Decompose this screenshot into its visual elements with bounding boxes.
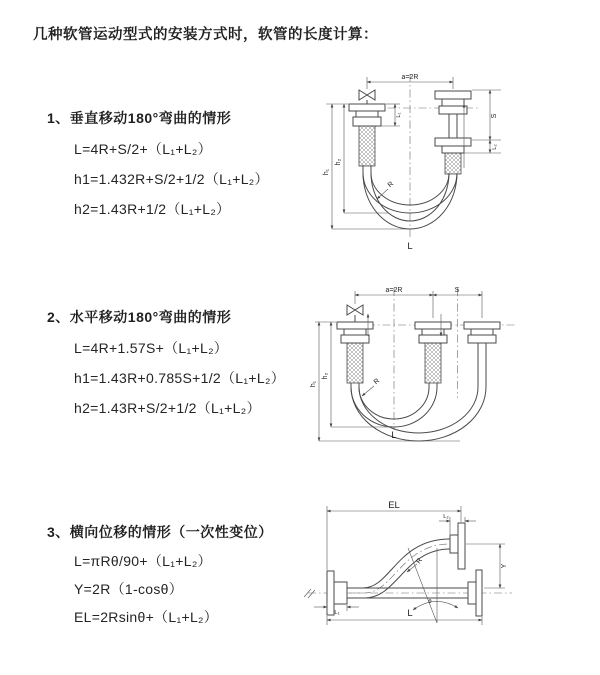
formula-s3-el: EL=2Rsinθ+（L₁+L₂）	[74, 609, 219, 625]
formula-s2-length: L=4R+1.57S+（L₁+L₂）	[74, 340, 229, 356]
dim-label-h1: h₁	[323, 168, 330, 176]
dim-label-h1: h₁	[310, 380, 317, 388]
dim-label-span: a=2R	[385, 287, 403, 294]
dim-label-radius: R	[386, 180, 396, 190]
diagram-horizontal-180-bend	[310, 282, 595, 462]
dimension-lines	[326, 77, 501, 229]
diagram-lateral-offset	[300, 498, 595, 643]
hose-fittings	[327, 523, 482, 616]
dimension-labels	[323, 74, 498, 252]
formula-s3-length: L=πRθ/90+（L₁+L₂）	[74, 553, 212, 569]
dim-label-y: Y	[501, 563, 508, 569]
formula-s1-length: L=4R+S/2+（L₁+L₂）	[74, 141, 212, 157]
valve-icon	[359, 90, 375, 104]
formula-s2-h2: h2=1.43R+S/2+1/2（L₁+L₂）	[74, 400, 261, 416]
dim-label-radius: R	[415, 557, 425, 566]
formula-s3-y: Y=2R（1-cosθ）	[74, 581, 184, 597]
hose-body	[351, 343, 486, 441]
diagram-vertical-180-bend	[318, 68, 588, 258]
braided-section-right	[445, 153, 461, 174]
formula-s1-h2: h2=1.43R+1/2（L₁+L₂）	[74, 201, 231, 217]
dim-label-radius: R	[372, 377, 382, 387]
page-title: 几种软管运动型式的安装方式时，软管的长度计算：	[33, 27, 378, 43]
dim-label-length: L	[391, 430, 397, 441]
section-3-heading: 3、横向位移的情形（一次性变位）	[47, 524, 273, 540]
braided-section-left	[347, 343, 363, 383]
dim-label-stroke: S	[491, 113, 498, 119]
section-1-heading: 1、垂直移动180°弯曲的情形	[47, 110, 232, 126]
dim-label-el: EL	[388, 500, 400, 511]
section-2-heading: 2、水平移动180°弯曲的情形	[47, 309, 232, 325]
dim-label-l1: L₁	[396, 112, 402, 118]
formula-s1-h1: h1=1.432R+S/2+1/2（L₁+L₂）	[74, 171, 269, 187]
dim-label-l1: L₁	[334, 610, 340, 616]
dim-label-span: a=2R	[401, 74, 419, 81]
dim-label-theta: θ	[428, 599, 432, 605]
dim-label-l2: L₂	[443, 514, 449, 520]
dim-label-h2: h₂	[322, 372, 329, 380]
braided-section-middle	[425, 343, 441, 383]
dim-label-h2: h₂	[335, 158, 342, 166]
dim-label-stroke: S	[454, 287, 460, 294]
dim-label-length: L	[407, 608, 413, 619]
braided-section-left	[359, 126, 375, 166]
angle-construction	[408, 548, 458, 623]
valve-icon	[347, 305, 363, 322]
dim-label-length: L	[407, 241, 413, 252]
formula-s2-h1: h1=1.43R+0.785S+1/2（L₁+L₂）	[74, 370, 285, 386]
dim-label-l2: L₂	[492, 144, 498, 150]
hose-fittings	[337, 305, 500, 383]
